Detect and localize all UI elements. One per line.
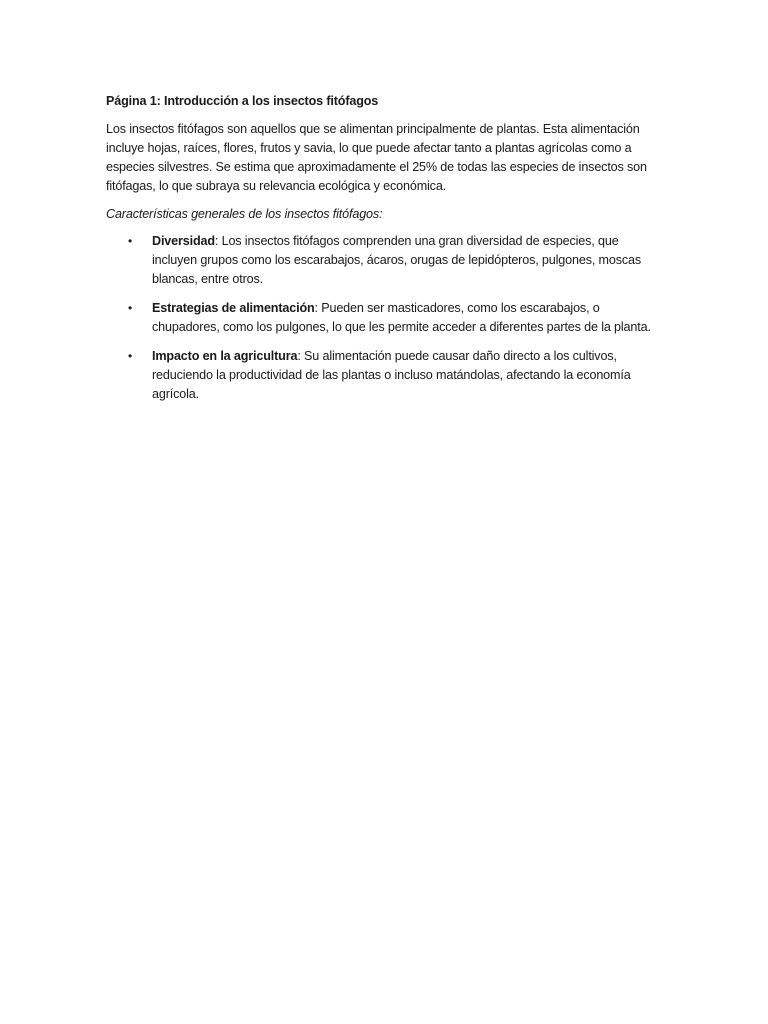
list-item-text: : Pueden ser masticadores, como los escarabajos, o chupadores, como los pulgones, lo que les permite acceder a diferentes partes de la planta. <box>152 301 651 334</box>
bullet-icon: • <box>128 301 133 315</box>
list-item-diversidad <box>106 232 658 289</box>
intro-paragraph: Los insectos fitófagos son aquellos que se alimentan principalmente de plantas. Esta alimentación incluye hojas, raíces, flores, frutos y savia, lo que puede afectar tanto a plantas agrícolas como a especies silvestres. Se estima que aproximadamente el 25% de todas las especies de insectos son fitófagas, lo que subraya su relevancia ecológica y económica. <box>106 122 647 193</box>
bullet-icon: • <box>128 234 133 248</box>
characteristics-list <box>106 232 658 404</box>
list-item-text: : Su alimentación puede causar daño directo a los cultivos, reduciendo la productividad de las plantas o incluso matándolas, afectando la economía agrícola. <box>152 349 631 401</box>
list-item-estrategias <box>106 299 658 337</box>
list-item-text: : Los insectos fitófagos comprenden una gran diversidad de especies, que incluyen grupos como los escarabajos, ácaros, orugas de lepidópteros, pulgones, moscas blancas, entre otros. <box>152 234 642 286</box>
section-subheading: Características generales de los insectos fitófagos: <box>106 207 383 221</box>
list-item-term: Impacto en la agricultura <box>152 349 298 363</box>
list-item-term: Diversidad <box>152 234 215 248</box>
list-item-term: Estrategias de alimentación <box>152 301 315 315</box>
bullet-icon: • <box>128 349 133 363</box>
page-title: Página 1: Introducción a los insectos fitófagos <box>106 94 379 108</box>
list-item-impacto <box>106 347 658 404</box>
document-page <box>106 92 658 414</box>
